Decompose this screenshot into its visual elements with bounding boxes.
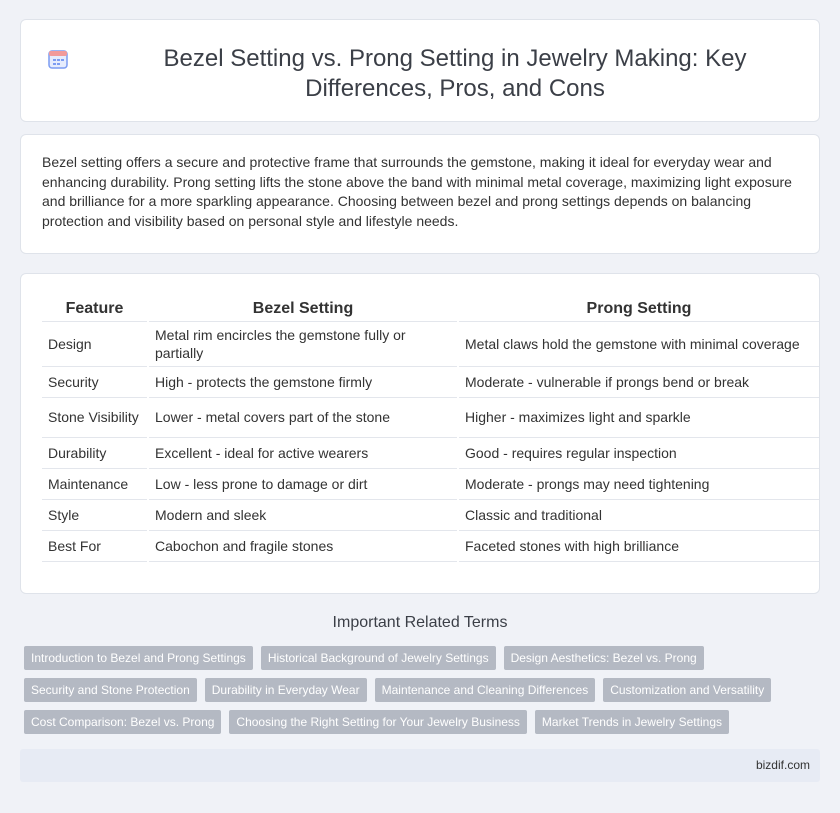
bezel-cell: Excellent - ideal for active wearers (148, 437, 458, 468)
bezel-cell: Modern and sleek (148, 499, 458, 530)
header-prong: Prong Setting (458, 294, 819, 321)
table-row (42, 499, 819, 530)
bezel-cell: Cabochon and fragile stones (148, 530, 458, 561)
header-feature: Feature (65, 299, 124, 317)
prong-cell: Higher - maximizes light and sparkle (458, 397, 819, 437)
related-term-tag[interactable]: Market Trends in Jewelry Settings (535, 710, 729, 734)
table-row (42, 468, 819, 499)
prong-cell: Moderate - prongs may need tightening (458, 468, 819, 499)
related-term-tag[interactable]: Maintenance and Cleaning Differences (375, 678, 596, 702)
table-row (42, 321, 819, 366)
prong-cell: Classic and traditional (458, 499, 819, 530)
feature-cell: Stone Visibility (42, 397, 148, 437)
related-terms-heading: Important Related Terms (332, 614, 508, 631)
feature-cell: Best For (42, 530, 148, 561)
related-term-tag[interactable]: Customization and Versatility (603, 678, 771, 702)
related-term-tag[interactable]: Design Aesthetics: Bezel vs. Prong (504, 646, 704, 670)
comparison-table-card (20, 273, 820, 594)
prong-cell: Faceted stones with high brilliance (458, 530, 819, 561)
feature-cell: Style (42, 499, 148, 530)
related-term-tag[interactable]: Historical Background of Jewelry Settings (261, 646, 496, 670)
feature-cell: Durability (42, 437, 148, 468)
intro-card (20, 134, 820, 254)
feature-cell: Security (42, 366, 148, 397)
header-bezel: Bezel Setting (148, 294, 458, 321)
related-term-tag[interactable]: Choosing the Right Setting for Your Jewelry Business (229, 710, 527, 734)
bezel-cell: Low - less prone to damage or dirt (148, 468, 458, 499)
footer (20, 749, 820, 782)
bezel-cell: Lower - metal covers part of the stone (148, 397, 458, 437)
related-term-tag[interactable]: Introduction to Bezel and Prong Settings (24, 646, 253, 670)
title-card (20, 19, 820, 122)
related-term-tag[interactable]: Security and Stone Protection (24, 678, 197, 702)
comparison-table (42, 294, 819, 562)
table-row (42, 530, 819, 561)
site-link[interactable]: bizdif.com (755, 758, 810, 772)
page-title: Bezel Setting vs. Prong Setting in Jewelry Making: Key Differences, Pros, and Cons (163, 45, 747, 102)
related-terms-list (24, 646, 824, 742)
table-row (42, 366, 819, 397)
intro-text: Bezel setting offers a secure and protective frame that surrounds the gemstone, making it ideal for everyday wear and enhancing durability. Prong setting lifts the stone above the band with minimal metal coverage, maximizing light exposure and brilliance for a more sparkling appearance. Choosing between bezel and prong settings depends on balancing protection and visibility based on personal style and lifestyle needs. (42, 154, 792, 229)
related-term-tag[interactable]: Cost Comparison: Bezel vs. Prong (24, 710, 221, 734)
table-row (42, 397, 819, 437)
prong-cell: Metal claws hold the gemstone with minimal coverage (458, 321, 819, 366)
calendar-icon (47, 48, 69, 70)
table-row (42, 437, 819, 468)
related-term-tag[interactable]: Durability in Everyday Wear (205, 678, 367, 702)
prong-cell: Good - requires regular inspection (458, 437, 819, 468)
feature-cell: Maintenance (42, 468, 148, 499)
prong-cell: Moderate - vulnerable if prongs bend or break (458, 366, 819, 397)
table-header-row (42, 294, 819, 321)
bezel-cell: Metal rim encircles the gemstone fully or partially (148, 321, 458, 366)
bezel-cell: High - protects the gemstone firmly (148, 366, 458, 397)
feature-cell: Design (42, 321, 148, 366)
